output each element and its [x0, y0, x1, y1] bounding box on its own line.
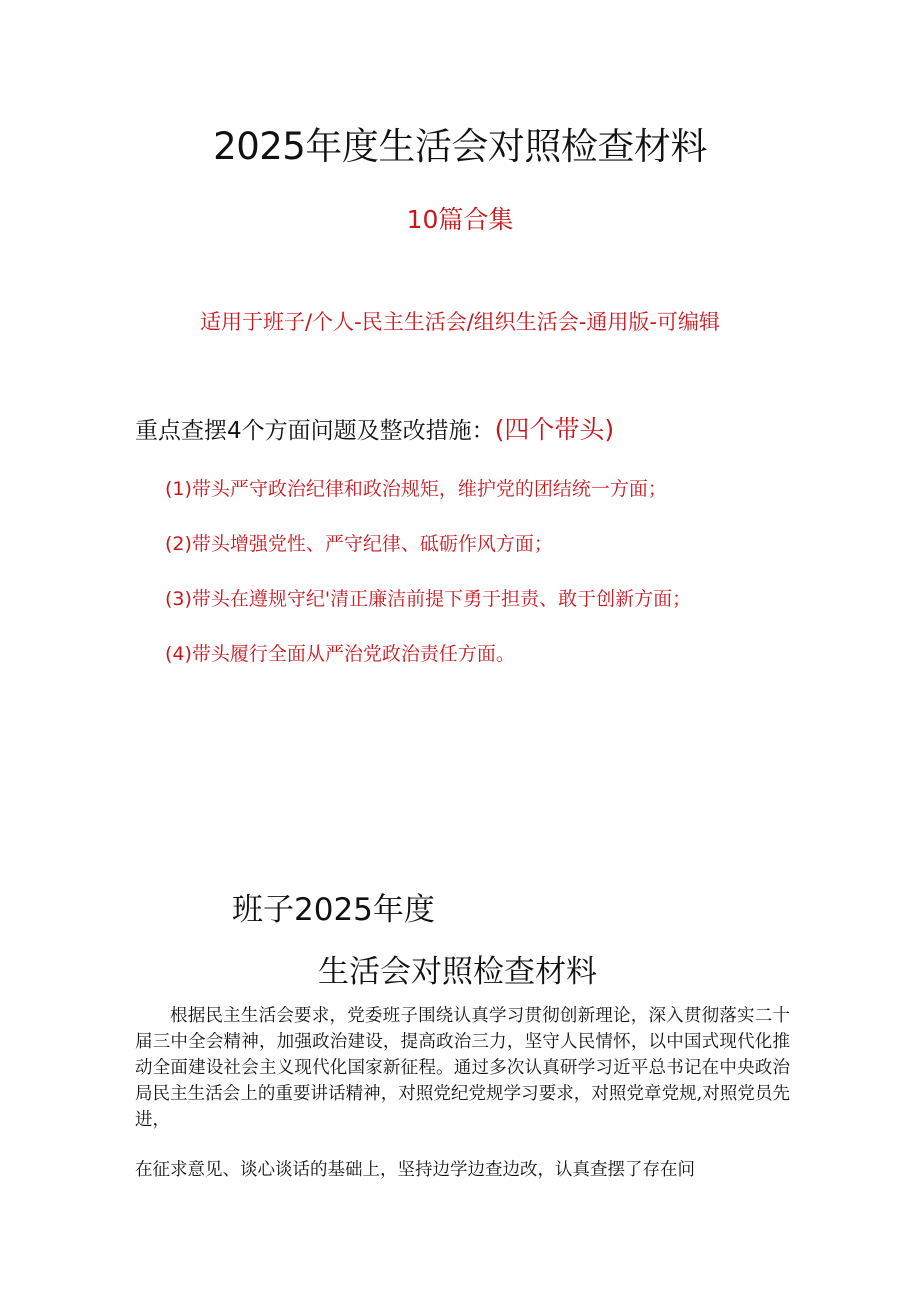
- key-point-item: (1)带头严守政治纪律和政治规矩，维护党的团结统一方面；: [165, 478, 667, 500]
- key-points-heading-highlight: (四个带头): [494, 415, 615, 444]
- section-title-line2: 生活会对照检查材料: [318, 954, 597, 990]
- key-points-heading-text: 重点查摆4个方面问题及整改措施：: [135, 418, 495, 444]
- body-paragraph: 根据民主生活会要求，党委班子围绕认真学习贯彻创新理论，深入贯彻落实二十届三中全会精神，加强政治建设，提高政治三力，坚守人民情怀，以中国式现代化推动全面建设社会主义现代化国家新征程。通过多次认真研学习近平总书记在中央政治局民主生活会上的重要讲话精神，对照党纪党规学习要求，对照党章党规,对照党员先进，: [135, 1006, 790, 1130]
- section-title-line1: 班子2025年度: [232, 892, 435, 928]
- key-point-item: (2)带头增强党性、严守纪律、砥砺作风方面；: [165, 533, 553, 555]
- scope-line: 适用于班子/个人-民主生活会/组织生活会-通用版-可编辑: [200, 310, 720, 334]
- key-point-item: (3)带头在遵规守纪'清正廉洁前提下勇于担责、敢于创新方面；: [165, 588, 692, 610]
- key-points-heading: [135, 410, 614, 446]
- document-title: 2025年度生活会对照检查材料: [213, 125, 707, 168]
- body-paragraph: 在征求意见、谈心谈话的基础上，坚持边学边查边改，认真查摆了存在问: [135, 1160, 695, 1180]
- collection-subtitle: 10篇合集: [406, 205, 514, 234]
- key-point-item: (4)带头履行全面从严治党政治责任方面。: [165, 643, 515, 665]
